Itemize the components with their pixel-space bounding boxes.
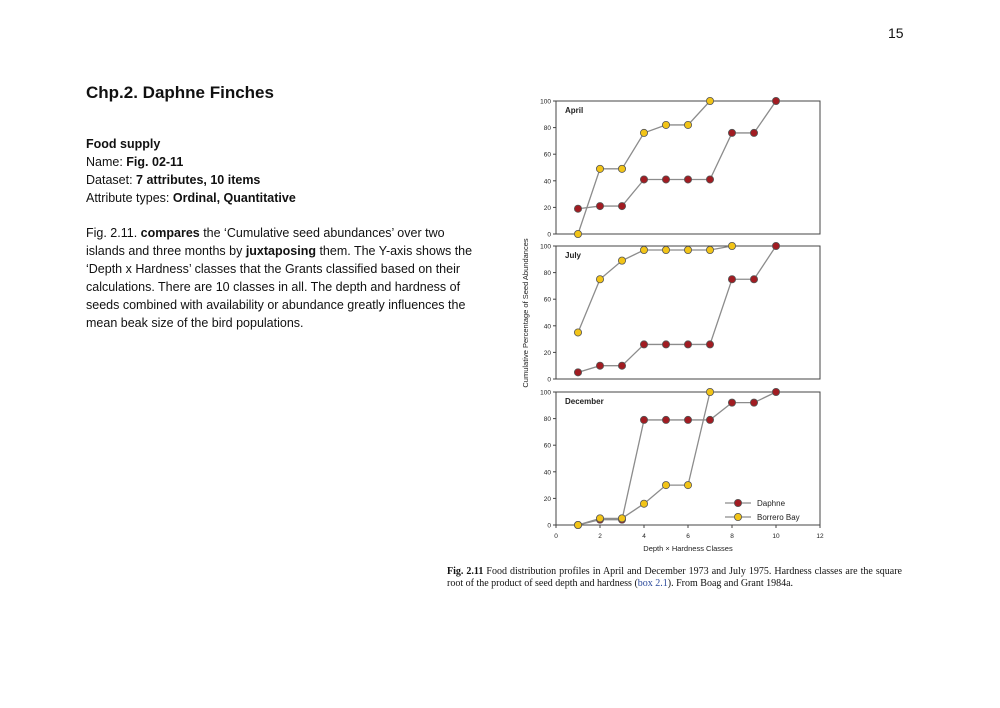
panel-frame: [556, 246, 820, 379]
legend-marker-borrero-bay: [734, 513, 741, 520]
x-axis-label: Depth × Hardness Classes: [643, 544, 733, 553]
data-point-daphne: [574, 369, 581, 376]
data-point-borrero-bay: [618, 515, 625, 522]
data-point-borrero-bay: [596, 515, 603, 522]
data-point-daphne: [684, 341, 691, 348]
desc-text-2: the ‘Cumulative seed abundances’ over two islands and three months by: [86, 226, 445, 258]
info-types-value: Ordinal, Quantitative: [172, 191, 296, 205]
y-tick-label: 40: [543, 469, 551, 477]
info-types-label: Attribute types:: [86, 191, 173, 205]
data-point-borrero-bay: [662, 482, 669, 489]
data-point-borrero-bay: [640, 129, 647, 136]
chapter-title: Chp.2. Daphne Finches: [86, 83, 274, 102]
y-tick-label: 40: [543, 323, 551, 331]
info-name-value: Fig. 02-11: [126, 155, 184, 169]
desc-bold-compares: compares: [140, 226, 200, 240]
data-point-daphne: [596, 362, 603, 369]
data-point-borrero-bay: [640, 246, 647, 253]
info-dataset-value: 7 attributes, 10 items: [136, 173, 261, 187]
x-tick-label: 10: [772, 533, 780, 540]
y-tick-label: 40: [543, 178, 551, 186]
y-tick-label: 100: [540, 98, 551, 106]
data-point-daphne: [596, 202, 603, 209]
series-line-daphne: [578, 101, 776, 209]
data-point-daphne: [772, 242, 779, 249]
caption-text-1: Food distribution profiles in April and December 1973 and July 1975. Hardness classes are the square root of the product of seed depth and hardness (: [447, 566, 902, 589]
x-tick-label: 0: [554, 533, 558, 540]
series-line-daphne: [578, 392, 776, 525]
data-point-borrero-bay: [574, 329, 581, 336]
data-point-daphne: [706, 176, 713, 183]
legend-marker-daphne: [734, 499, 741, 506]
data-point-daphne: [728, 129, 735, 136]
data-point-borrero-bay: [728, 242, 735, 249]
y-tick-label: 80: [543, 125, 551, 133]
data-point-daphne: [772, 97, 779, 104]
y-tick-label: 20: [543, 204, 551, 212]
y-tick-label: 80: [543, 416, 551, 424]
data-point-borrero-bay: [640, 500, 647, 507]
chart-panel-april: [540, 97, 820, 238]
data-point-daphne: [574, 205, 581, 212]
y-tick-label: 0: [547, 231, 551, 239]
x-tick-label: 6: [686, 533, 690, 540]
data-point-daphne: [706, 416, 713, 423]
seed-abundance-chart: [515, 92, 835, 562]
y-tick-label: 60: [543, 296, 551, 304]
data-point-daphne: [706, 341, 713, 348]
data-point-daphne: [618, 362, 625, 369]
data-point-daphne: [728, 399, 735, 406]
chart-panel-december: [540, 388, 820, 529]
data-point-daphne: [750, 399, 757, 406]
series-line-daphne: [578, 246, 776, 372]
data-point-borrero-bay: [662, 246, 669, 253]
y-tick-label: 100: [540, 389, 551, 397]
panel-title: July: [565, 251, 582, 260]
data-point-daphne: [684, 416, 691, 423]
y-tick-label: 0: [547, 376, 551, 384]
series-line-borrero-bay: [578, 246, 732, 332]
panel-title: April: [565, 106, 584, 115]
y-tick-label: 100: [540, 243, 551, 251]
y-tick-label: 60: [543, 442, 551, 450]
y-tick-label: 60: [543, 151, 551, 159]
info-name-row: [86, 153, 296, 171]
figure-caption: [447, 566, 902, 589]
y-axis-label: Cumulative Percentage of Seed Abundances: [521, 238, 530, 388]
data-point-borrero-bay: [684, 121, 691, 128]
data-point-borrero-bay: [574, 521, 581, 528]
data-point-borrero-bay: [706, 97, 713, 104]
info-dataset-label: Dataset:: [86, 173, 137, 187]
data-point-borrero-bay: [706, 388, 713, 395]
info-dataset-row: [86, 171, 296, 189]
x-tick-label: 8: [730, 533, 734, 540]
data-point-daphne: [618, 202, 625, 209]
caption-fig-label: Fig. 2.11: [447, 566, 484, 577]
desc-text-1: Fig. 2.11.: [86, 226, 141, 240]
data-point-daphne: [684, 176, 691, 183]
data-point-daphne: [750, 129, 757, 136]
data-point-borrero-bay: [684, 482, 691, 489]
x-tick-label: 2: [598, 533, 602, 540]
data-point-daphne: [640, 176, 647, 183]
chart-panel-july: [540, 242, 820, 383]
data-point-daphne: [662, 176, 669, 183]
page-number: 15: [888, 25, 904, 41]
info-types-row: [86, 189, 296, 207]
x-tick-label: 12: [816, 533, 824, 540]
data-point-daphne: [750, 276, 757, 283]
data-point-borrero-bay: [596, 165, 603, 172]
desc-bold-juxtaposing: juxtaposing: [245, 244, 316, 258]
y-tick-label: 0: [547, 522, 551, 530]
data-point-borrero-bay: [706, 246, 713, 253]
info-heading: Food supply: [86, 137, 161, 151]
info-name-label: Name:: [86, 155, 127, 169]
caption-box-reference[interactable]: box 2.1: [637, 577, 668, 589]
caption-text-2: ). From Boag and Grant 1984a.: [667, 577, 794, 589]
data-point-borrero-bay: [574, 230, 581, 237]
data-point-borrero-bay: [684, 246, 691, 253]
legend-label: Borrero Bay: [757, 513, 800, 522]
data-point-daphne: [728, 276, 735, 283]
data-point-daphne: [662, 416, 669, 423]
data-point-borrero-bay: [596, 276, 603, 283]
x-tick-label: 4: [642, 533, 646, 540]
y-tick-label: 20: [543, 349, 551, 357]
description-paragraph: [86, 224, 486, 332]
figure-info: [86, 135, 296, 207]
legend-label: Daphne: [757, 499, 786, 508]
data-point-daphne: [640, 341, 647, 348]
y-tick-label: 20: [543, 495, 551, 503]
data-point-daphne: [640, 416, 647, 423]
desc-text-3: them. The Y-axis shows the ‘Depth x Hardness’ classes that the Grants classified based on their calculations. There are 10 classes in all. The depth and hardness of seeds combined with availability or abundance greatly influences the mean beak size of the bird populations.: [86, 244, 473, 330]
data-point-borrero-bay: [662, 121, 669, 128]
data-point-borrero-bay: [618, 257, 625, 264]
data-point-borrero-bay: [618, 165, 625, 172]
y-tick-label: 80: [543, 270, 551, 278]
data-point-daphne: [772, 388, 779, 395]
data-point-daphne: [662, 341, 669, 348]
panel-title: December: [565, 397, 604, 406]
